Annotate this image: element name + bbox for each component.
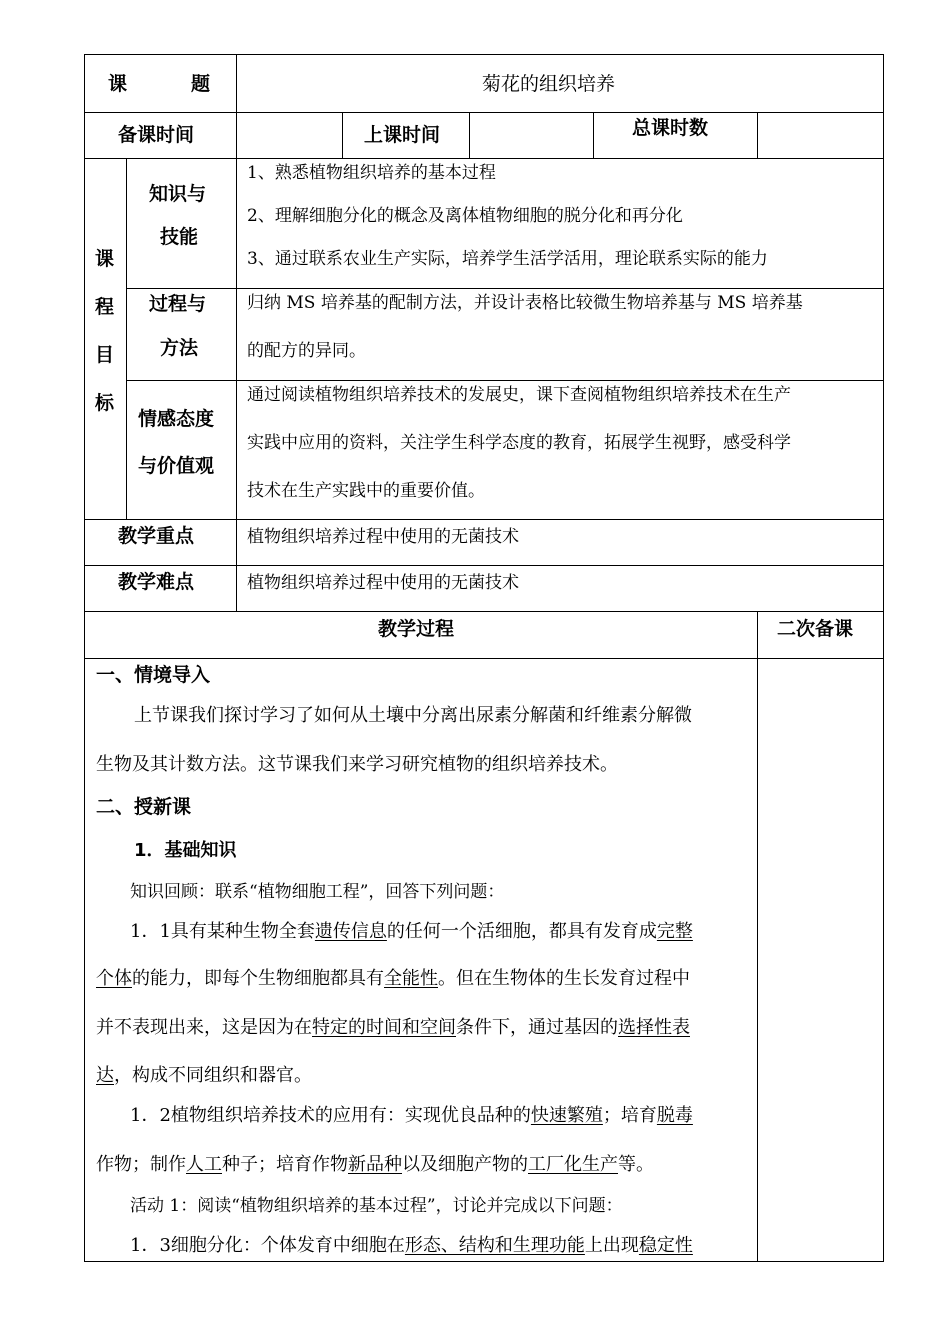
section-title: 一、情境导入 [96,664,211,686]
difficulty-label: 教学难点 [118,571,195,593]
answer-blank: 形态、结构和生理功能 [404,1235,585,1256]
paragraph-line [130,922,693,942]
objectives-side-label [95,248,114,270]
answer-blank: 工厂化生产 [528,1154,618,1175]
process-header: 教学过程 [378,618,455,640]
table-row-line [84,519,884,520]
answer-blank: 完整 [656,921,693,942]
second-prep-header: 二次备课 [777,618,854,640]
answer-blank: 脱毒 [656,1105,693,1126]
page-title: 菊花的组织培养 [482,73,616,95]
paragraph-line [130,1236,693,1256]
text-run: 1．1具有某种生物全套 [130,921,315,942]
answer-blank: 人工 [186,1154,222,1175]
table-border-right [883,54,884,1262]
paragraph-line [96,1018,690,1038]
table-col-line [757,112,758,159]
class-time-label: 上课时间 [364,124,441,146]
text-run: ，构成不同组织和器官。 [114,1065,312,1086]
emotion-text: 实践中应用的资料，关注学生科学态度的教育，拓展学生视野，感受科学 [247,433,791,453]
topic-label: 题 [191,73,211,95]
table-border-top [84,54,884,55]
difficulty-text: 植物组织培养过程中使用的无菌技术 [247,573,519,593]
emotion-label: 与价值观 [138,455,215,477]
objectives-char: 程 [95,296,115,318]
key-point-text: 植物组织培养过程中使用的无菌技术 [247,527,519,547]
body-text: 知识回顾：联系“植物细胞工程”，回答下列问题： [130,882,505,902]
process-text: 的配方的异同。 [247,341,366,361]
process-text: 归纳 MS 培养基的配制方法，并设计表格比较微生物培养基与 MS 培养基 [247,293,803,313]
topic-label: 课 [108,73,128,95]
table-row-line [126,288,884,289]
table-row-line [84,658,884,659]
answer-blank: 快速繁殖 [530,1105,603,1126]
body-text: 上节课我们探讨学习了如何从土壤中分离出尿素分解菌和纤维素分解微 [134,705,692,726]
objectives-char: 标 [95,392,115,414]
text-run: 等。 [618,1154,654,1175]
text-run: 条件下，通过基因的 [456,1017,618,1038]
text-run: 的能力，即每个生物细胞都具有 [132,968,384,989]
table-row-line [84,112,884,113]
objectives-side-label [95,344,114,366]
table-row-line [84,565,884,566]
text-run: ；培育 [602,1105,657,1126]
answer-blank: 新品种 [348,1154,402,1175]
text-run: 并不表现出来，这是因为在 [96,1017,312,1038]
knowledge-label: 知识与 [149,183,207,205]
emotion-text: 通过阅读植物组织培养技术的发展史，课下查阅植物组织培养技术在生产 [247,385,791,405]
process-label: 方法 [160,337,199,359]
paragraph-line [96,1155,654,1175]
answer-blank: 达 [96,1065,114,1086]
knowledge-item: 2、理解细胞分化的概念及离体植物细胞的脱分化和再分化 [247,206,683,226]
text-run: 的任何一个活细胞，都具有发育成 [386,921,657,942]
paragraph-line [130,1106,693,1126]
answer-blank: 全能性 [384,968,438,989]
answer-blank: 特定的时间和空间 [312,1017,456,1038]
objectives-char: 目 [95,344,115,366]
process-label: 过程与 [149,293,207,315]
table-row-line [84,158,884,159]
table-col-line [593,112,594,159]
subsection-title: 1．基础知识 [134,840,237,861]
answer-blank: 稳定性 [638,1235,693,1256]
table-row-line [126,380,884,381]
table-col-line [236,54,237,612]
answer-blank: 选择性表 [618,1017,690,1038]
table-row-line [84,611,884,612]
key-point-label: 教学重点 [118,525,195,547]
table-border-left [84,54,85,1262]
text-run: 1．2植物组织培养技术的应用有：实现优良品种的 [130,1105,531,1126]
objectives-side-label [95,296,114,318]
objectives-char: 课 [95,248,115,270]
text-run: 作物；制作 [96,1154,186,1175]
text-run: 。但在生物体的生长发育过程中 [438,968,690,989]
knowledge-item: 3、通过联系农业生产实际，培养学生活学活用，理论联系实际的能力 [247,249,768,269]
knowledge-item: 1、熟悉植物组织培养的基本过程 [247,163,496,183]
table-col-line [342,112,343,159]
objectives-side-label [95,392,114,414]
body-text: 生物及其计数方法。这节课我们来学习研究植物的组织培养技术。 [96,754,618,775]
activity-text: 活动 1：阅读“植物组织培养的基本过程”，讨论并完成以下问题： [130,1196,623,1216]
prep-time-label: 备课时间 [118,124,195,146]
text-run: 种子；培育作物 [222,1154,348,1175]
section-title: 二、授新课 [96,796,192,818]
answer-blank: 遗传信息 [314,921,387,942]
answer-blank: 个体 [96,968,132,989]
table-col-line [126,158,127,520]
paragraph-line [96,1066,312,1086]
total-hours-label: 总课时数 [632,117,709,139]
table-border-bottom [84,1261,884,1262]
text-run: 上出现 [584,1235,639,1256]
paragraph-line [96,969,690,989]
table-col-line [757,611,758,1262]
knowledge-label: 技能 [160,226,199,248]
text-run: 1．3细胞分化：个体发育中细胞在 [130,1235,405,1256]
table-col-line [469,112,470,159]
text-run: 以及细胞产物的 [402,1154,528,1175]
emotion-text: 技术在生产实践中的重要价值。 [247,481,485,501]
emotion-label: 情感态度 [138,408,215,430]
